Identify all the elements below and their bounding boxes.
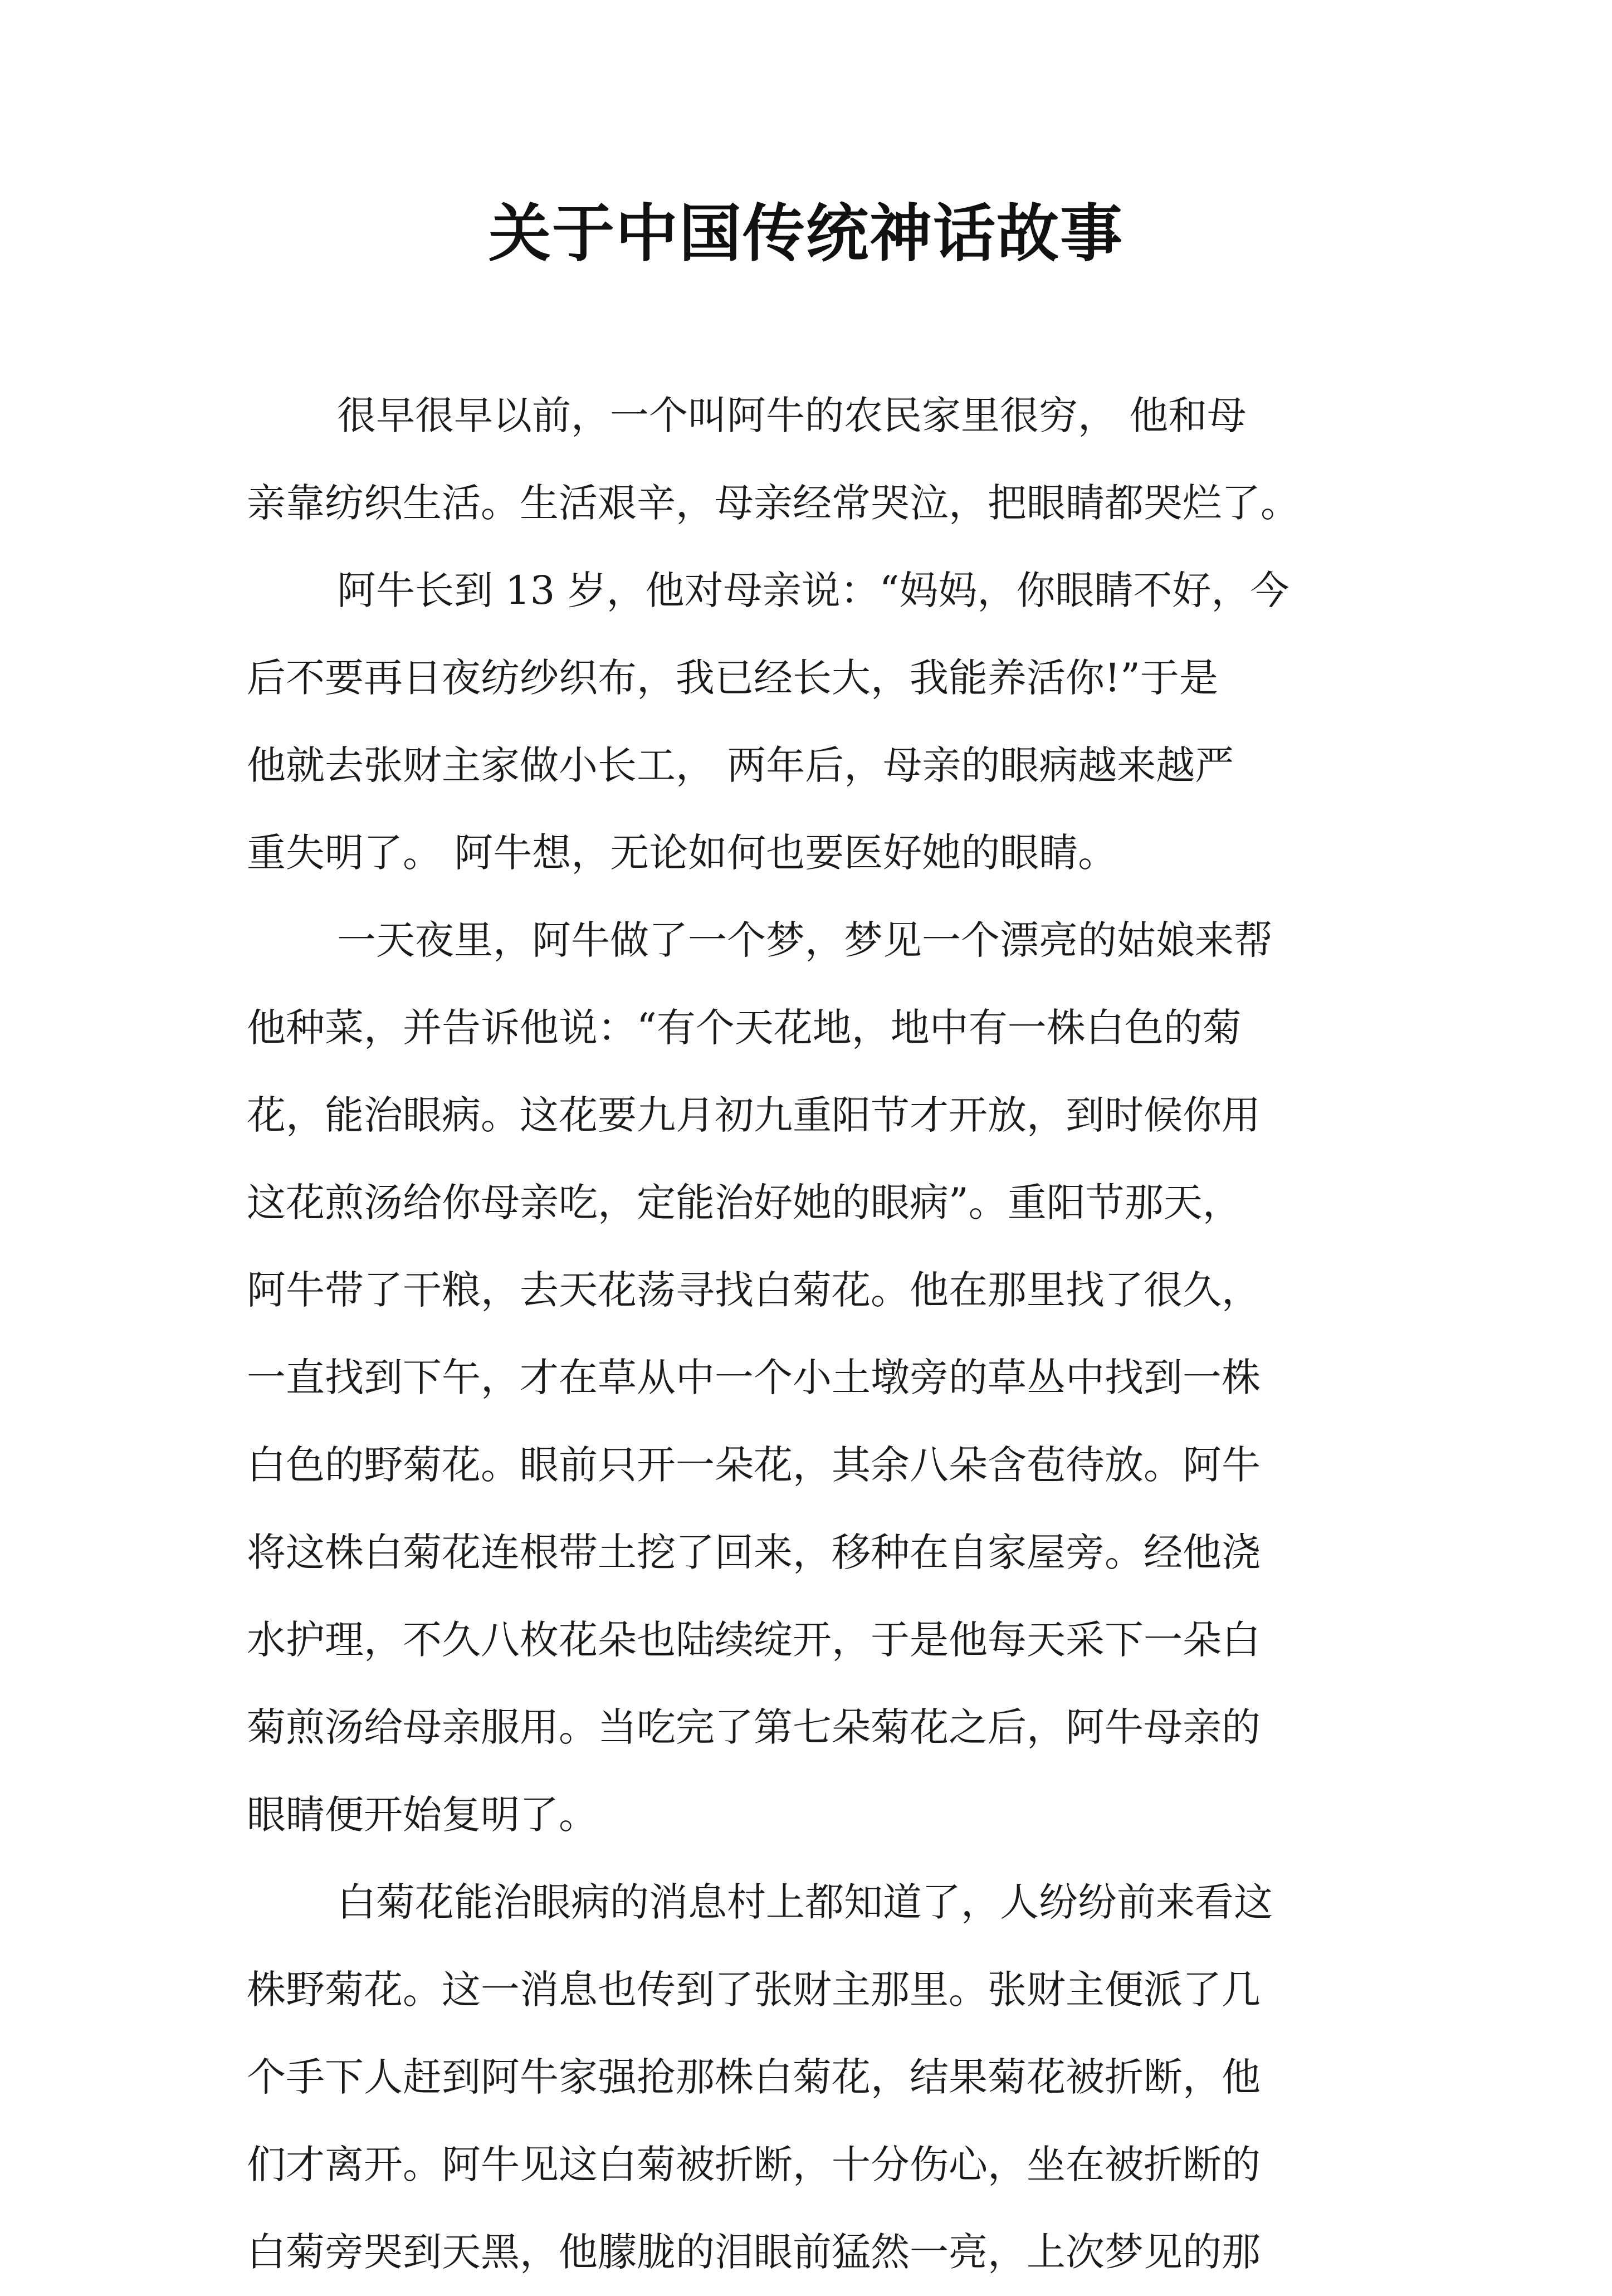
text-line: 将这株白菊花连根带土挖了回来，移种在自家屋旁。经他浇 [247, 1530, 1261, 1575]
text-line: 一天夜里，阿牛做了一个梦，梦见一个漂亮的姑娘来帮 [337, 917, 1273, 963]
document-title: 关于中国传统神话故事 [489, 197, 1123, 270]
text-line: 一直找到下午，才在草从中一个小土墩旁的草丛中找到一株 [247, 1355, 1261, 1400]
text-line: 阿牛长到 13 岁，他对母亲说：“妈妈，你眼睛不好，今 [337, 568, 1289, 613]
text-line: 白色的野菊花。眼前只开一朵花，其余八朵含苞待放。阿牛 [247, 1442, 1261, 1488]
text-line: 他种菜，并告诉他说：“有个天花地，地中有一株白色的菊 [247, 1005, 1242, 1051]
text-line: 这花煎汤给你母亲吃，定能治好她的眼病”。重阳节那天， [247, 1180, 1242, 1225]
text-line: 花，能治眼病。这花要九月初九重阳节才开放，到时候你用 [247, 1092, 1261, 1138]
text-line: 水护理，不久八枚花朵也陆续绽开，于是他每天采下一朵白 [247, 1617, 1261, 1663]
text-line: 菊煎汤给母亲服用。当吃完了第七朵菊花之后，阿牛母亲的 [247, 1704, 1261, 1750]
text-line: 白菊旁哭到天黑，他朦胧的泪眼前猛然一亮，上次梦见的那 [247, 2229, 1261, 2275]
text-line: 眼睛便开始复明了。 [247, 1792, 598, 1838]
document-body [247, 372, 1389, 2296]
text-line: 亲靠纺织生活。生活艰辛，母亲经常哭泣，把眼睛都哭烂了。 [247, 480, 1300, 526]
text-line: 个手下人赶到阿牛家强抢那株白菊花，结果菊花被折断，他 [247, 2054, 1261, 2100]
text-line: 后不要再日夜纺纱织布，我已经长大，我能养活你!”于是 [247, 655, 1218, 701]
text-line: 阿牛带了干粮，去天花荡寻找白菊花。他在那里找了很久， [247, 1267, 1261, 1313]
text-line: 白菊花能治眼病的消息村上都知道了，人纷纷前来看这 [337, 1879, 1273, 1925]
text-line: 很早很早以前，一个叫阿牛的农民家里很穷， 他和母 [337, 393, 1247, 438]
text-line: 重失明了。 阿牛想，无论如何也要医好她的眼睛。 [247, 830, 1117, 876]
text-line: 们才离开。阿牛见这白菊被折断，十分伤心，坐在被折断的 [247, 2142, 1261, 2187]
text-line: 株野菊花。这一消息也传到了张财主那里。张财主便派了几 [247, 1967, 1261, 2012]
text-line: 他就去张财主家做小长工， 两年后，母亲的眼病越来越严 [247, 742, 1234, 788]
